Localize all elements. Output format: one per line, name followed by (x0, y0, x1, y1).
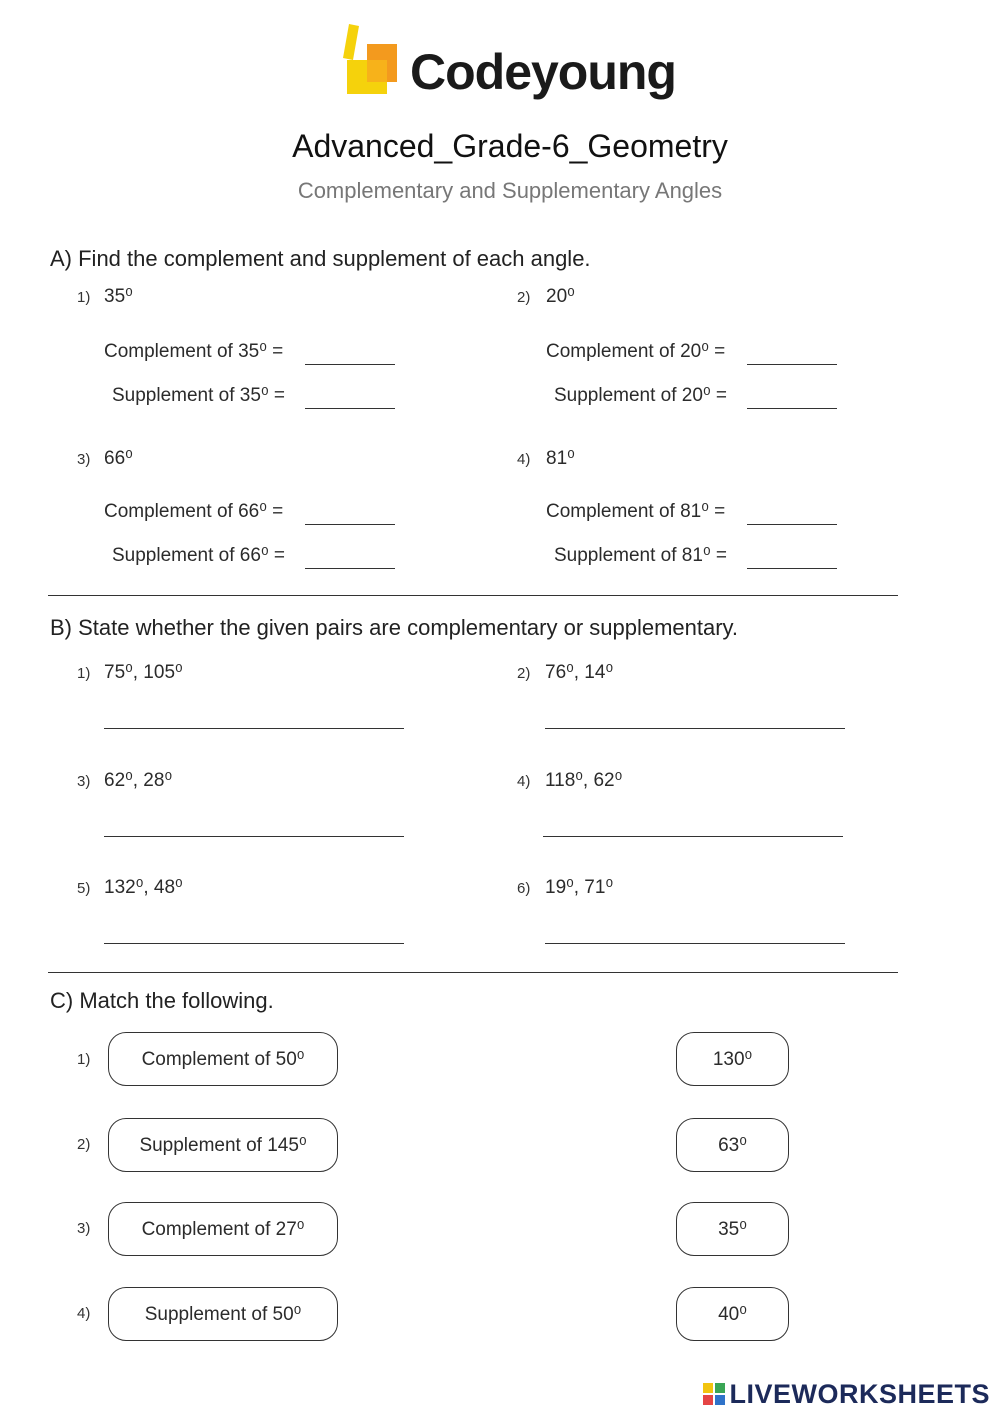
match-right-item[interactable]: 63⁰ (676, 1118, 789, 1172)
answer-blank[interactable] (305, 408, 395, 409)
section-divider (48, 595, 898, 596)
match-left-item[interactable]: Supplement of 50⁰ (108, 1287, 338, 1341)
answer-blank[interactable] (104, 836, 404, 837)
answer-blank[interactable] (305, 524, 395, 525)
answer-blank[interactable] (747, 364, 837, 365)
angle-value: 20⁰ (546, 286, 575, 307)
match-right-item[interactable]: 40⁰ (676, 1287, 789, 1341)
answer-blank[interactable] (305, 568, 395, 569)
supplement-label: Supplement of 66⁰ = (112, 545, 285, 566)
question-number: 4) (517, 773, 531, 790)
angle-pair: 62⁰, 28⁰ (104, 770, 173, 791)
question-number: 6) (517, 880, 531, 897)
angle-value: 66⁰ (104, 448, 133, 469)
answer-blank[interactable] (545, 728, 845, 729)
answer-blank[interactable] (747, 408, 837, 409)
question-number: 2) (517, 289, 531, 306)
supplement-label: Supplement of 35⁰ = (112, 385, 285, 406)
section-b-heading: B) State whether the given pairs are complementary or supplementary. (50, 615, 739, 640)
answer-blank[interactable] (543, 836, 843, 837)
question-number: 2) (77, 1136, 91, 1153)
complement-label: Complement of 20⁰ = (546, 341, 726, 362)
question-number: 3) (77, 451, 91, 468)
answer-blank[interactable] (104, 943, 404, 944)
match-right-item[interactable]: 35⁰ (676, 1202, 789, 1256)
answer-blank[interactable] (104, 728, 404, 729)
answer-blank[interactable] (747, 568, 837, 569)
match-left-item[interactable]: Complement of 50⁰ (108, 1032, 338, 1086)
question-number: 4) (517, 451, 531, 468)
angle-value: 35⁰ (104, 286, 133, 307)
angle-pair: 75⁰, 105⁰ (104, 662, 183, 683)
answer-blank[interactable] (545, 943, 845, 944)
angle-pair: 118⁰, 62⁰ (545, 770, 623, 791)
match-right-item[interactable]: 130⁰ (676, 1032, 789, 1086)
question-number: 1) (77, 665, 91, 682)
liveworksheets-watermark (703, 1376, 990, 1412)
answer-blank[interactable] (747, 524, 837, 525)
page-title: Advanced_Grade-6_Geometry (292, 128, 728, 164)
match-left-item[interactable]: Supplement of 145⁰ (108, 1118, 338, 1172)
angle-pair: 19⁰, 71⁰ (545, 877, 614, 898)
complement-label: Complement of 81⁰ = (546, 501, 726, 522)
supplement-label: Supplement of 20⁰ = (554, 385, 727, 406)
question-number: 3) (77, 1220, 91, 1237)
brand-logo-text: Codeyoung (410, 44, 676, 100)
match-left-item[interactable]: Complement of 27⁰ (108, 1202, 338, 1256)
page-subtitle: Complementary and Supplementary Angles (297, 178, 723, 203)
complement-label: Complement of 66⁰ = (104, 501, 284, 522)
liveworksheets-logo-icon (703, 1383, 725, 1405)
supplement-label: Supplement of 81⁰ = (554, 545, 727, 566)
angle-value: 81⁰ (546, 448, 575, 469)
angle-pair: 76⁰, 14⁰ (545, 662, 614, 683)
section-a-heading: A) Find the complement and supplement of each angle. (50, 246, 591, 271)
section-divider (48, 972, 898, 973)
question-number: 1) (77, 1051, 91, 1068)
complement-label: Complement of 35⁰ = (104, 341, 284, 362)
angle-pair: 132⁰, 48⁰ (104, 877, 183, 898)
question-number: 2) (517, 665, 531, 682)
question-number: 1) (77, 289, 91, 306)
codeyoung-logo-mark (343, 24, 399, 96)
answer-blank[interactable] (305, 364, 395, 365)
question-number: 3) (77, 773, 91, 790)
question-number: 5) (77, 880, 91, 897)
liveworksheets-text: LIVEWORKSHEETS (729, 1378, 990, 1409)
question-number: 4) (77, 1305, 91, 1322)
section-c-heading: C) Match the following. (50, 988, 274, 1013)
